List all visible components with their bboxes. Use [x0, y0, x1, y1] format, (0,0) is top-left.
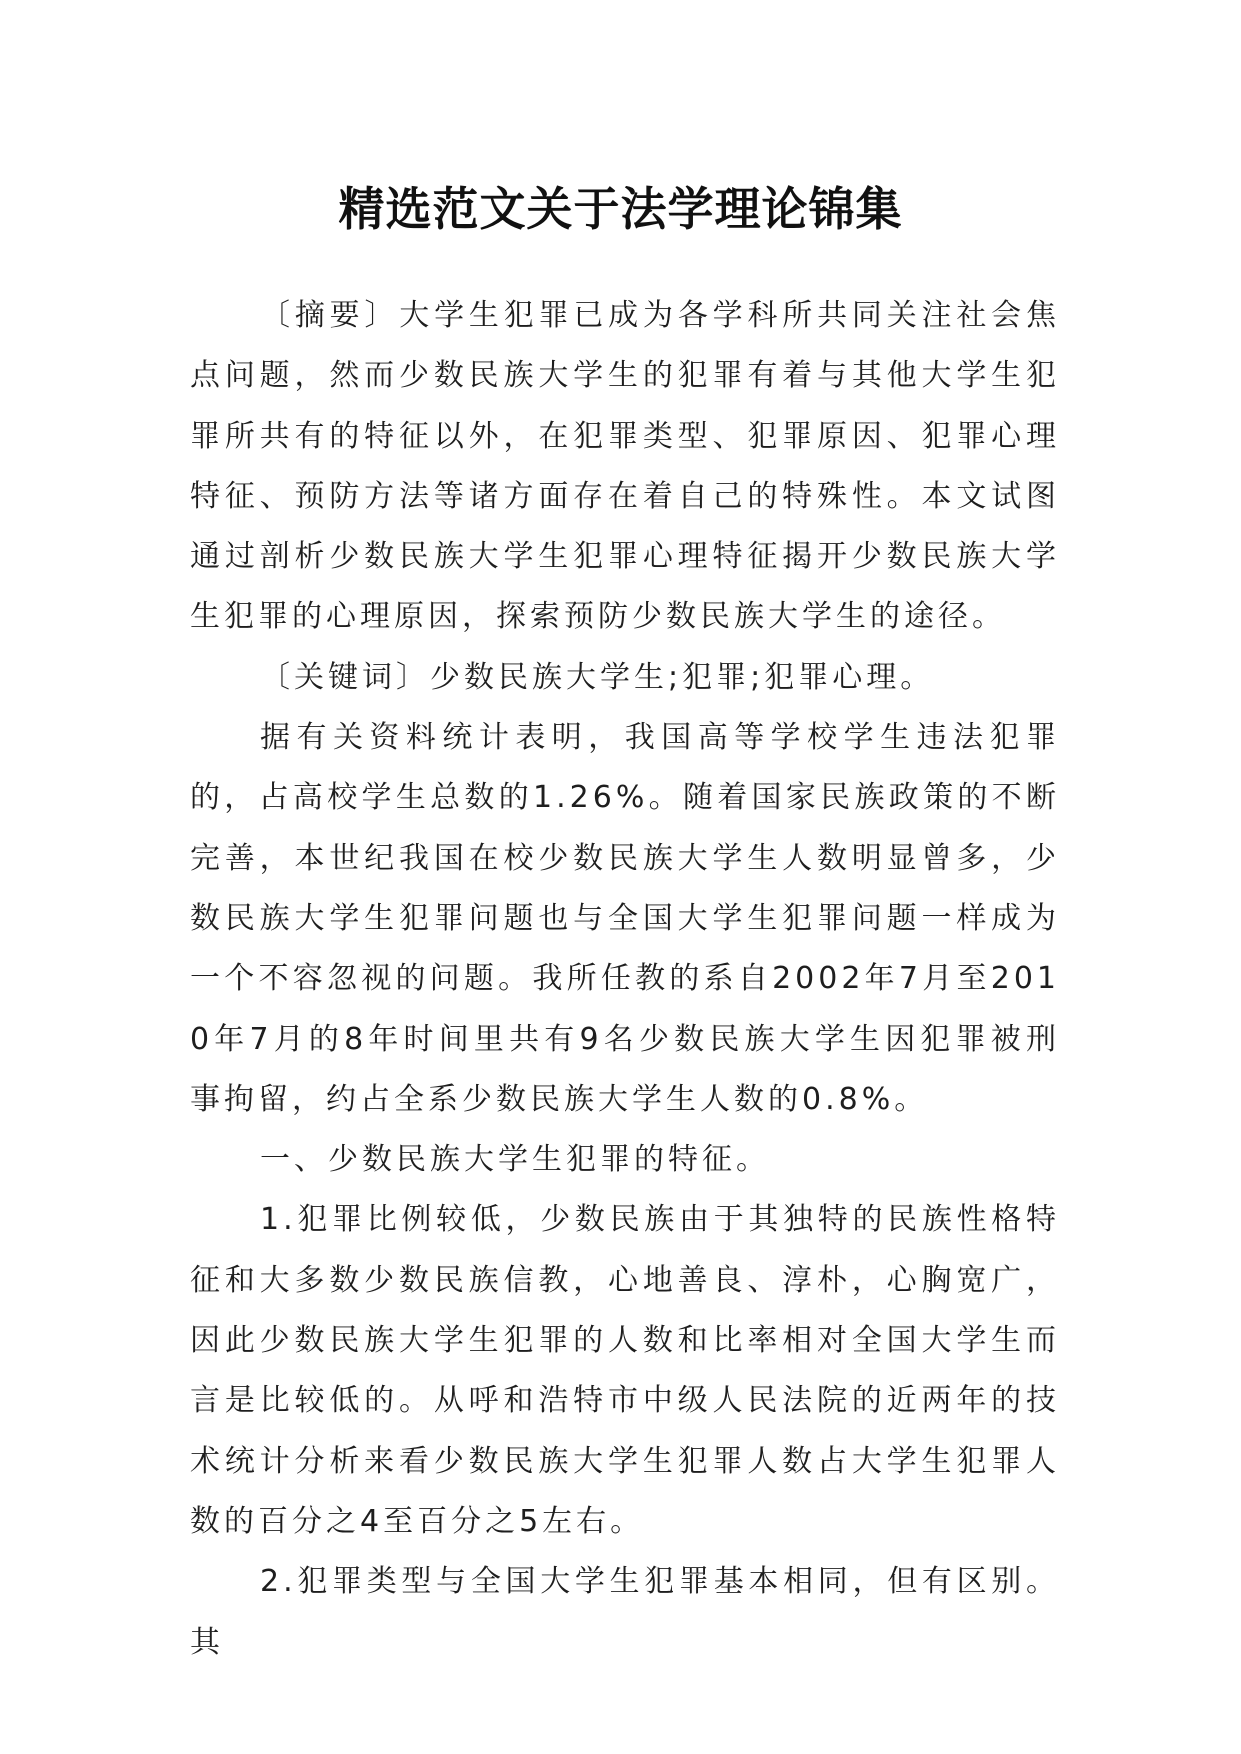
intro-paragraph: 据有关资料统计表明，我国高等学校学生违法犯罪的，占高校学生总数的1.26%。随着国家民族政策的不断完善，本世纪我国在校少数民族大学生人数明显曾多，少数民族大学生犯罪问题也与全国大学生犯罪问题一样成为一个不容忽视的问题。我所任教的系自2002年7月至2010年7月的8年时间里共有9名少数民族大学生因犯罪被刑事拘留，约占全系少数民族大学生人数的0.8%。: [190, 720, 1060, 1117]
section-heading-1: 一、少数民族大学生犯罪的特征。: [260, 1142, 770, 1178]
document-body: [190, 286, 1060, 1673]
point-1-paragraph: 1.犯罪比例较低，少数民族由于其独特的民族性格特征和大多数少数民族信教，心地善良、淳朴，心胸宽广，因此少数民族大学生犯罪的人数和比率相对全国大学生而言是比较低的。从呼和浩特市中级人民法院的近两年的技术统计分析来看少数民族大学生犯罪人数占大学生犯罪人数的百分之4至百分之5左右。: [190, 1202, 1060, 1539]
point-2-paragraph: 2.犯罪类型与全国大学生犯罪基本相同，但有区别。其: [190, 1564, 1060, 1660]
abstract-paragraph: 〔摘要〕大学生犯罪已成为各学科所共同关注社会焦点问题，然而少数民族大学生的犯罪有着与其他大学生犯罪所共有的特征以外，在犯罪类型、犯罪原因、犯罪心理特征、预防方法等诸方面存在着自己的特殊性。本文试图通过剖析少数民族大学生犯罪心理特征揭开少数民族大学生犯罪的心理原因，探索预防少数民族大学生的途径。: [190, 298, 1060, 635]
document-title: 精选范文关于法学理论锦集: [338, 181, 903, 236]
keywords-paragraph: 〔关键词〕少数民族大学生;犯罪;犯罪心理。: [260, 659, 935, 695]
